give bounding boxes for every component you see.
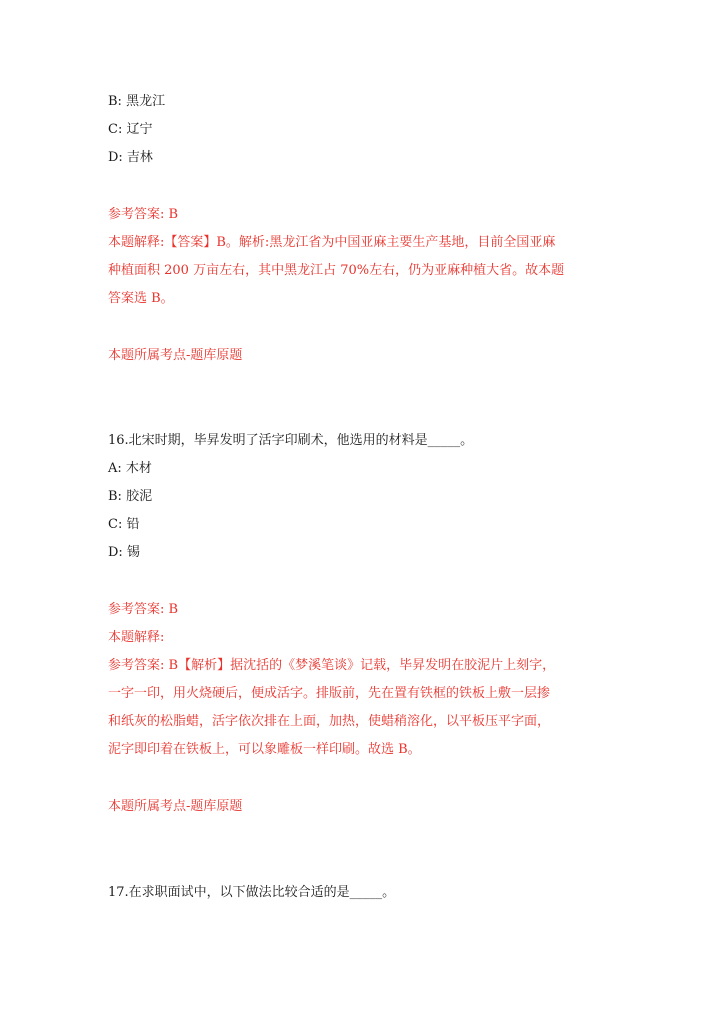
q15-explanation-line-1: 本题解释:【答案】B。解析:黑龙江省为中国亚麻主要生产基地，目前全国亚麻 [108, 235, 556, 250]
q16-option-a: A: 木材 [108, 461, 152, 476]
q15-option-c: C: 辽宁 [108, 122, 153, 137]
q15-answer: 参考答案: B [108, 207, 179, 222]
q16-explanation-line-1: 参考答案: B【解析】据沈括的《梦溪笔谈》记载，毕昇发明在胶泥片上刻字， [108, 658, 556, 673]
q15-source: 本题所属考点-题库原题 [108, 348, 243, 363]
q16-explanation-line-4: 泥字即印着在铁板上，可以象雕板一样印刷。故选 B。 [108, 742, 421, 757]
q16-explanation-line-2: 一字一印，用火烧硬后，便成活字。排版前，先在置有铁框的铁板上敷一层掺 [108, 686, 551, 701]
q16-option-d: D: 锡 [108, 545, 140, 560]
q17-question: 17.在求职面试中，以下做法比较合适的是_____。 [108, 885, 396, 900]
q16-option-b: B: 胶泥 [108, 489, 153, 504]
q15-explanation-line-2: 种植面积 200 万亩左右，其中黑龙江占 70%左右，仍为亚麻种植大省。故本题 [108, 263, 565, 278]
q16-question: 16.北宋时期，毕昇发明了活字印刷术，他选用的材料是_____。 [108, 433, 474, 448]
q16-option-c: C: 铅 [108, 517, 140, 532]
q16-explanation-label: 本题解释: [108, 630, 165, 645]
q15-explanation-line-3: 答案选 B。 [108, 291, 174, 306]
q15-option-b: B: 黑龙江 [108, 94, 166, 109]
q16-explanation-line-3: 和纸灰的松脂蜡，活字依次排在上面，加热，使蜡稍溶化，以平板压平字面， [108, 714, 551, 729]
q16-source: 本题所属考点-题库原题 [108, 799, 243, 814]
q16-answer: 参考答案: B [108, 602, 179, 617]
q15-option-d: D: 吉林 [108, 150, 153, 165]
